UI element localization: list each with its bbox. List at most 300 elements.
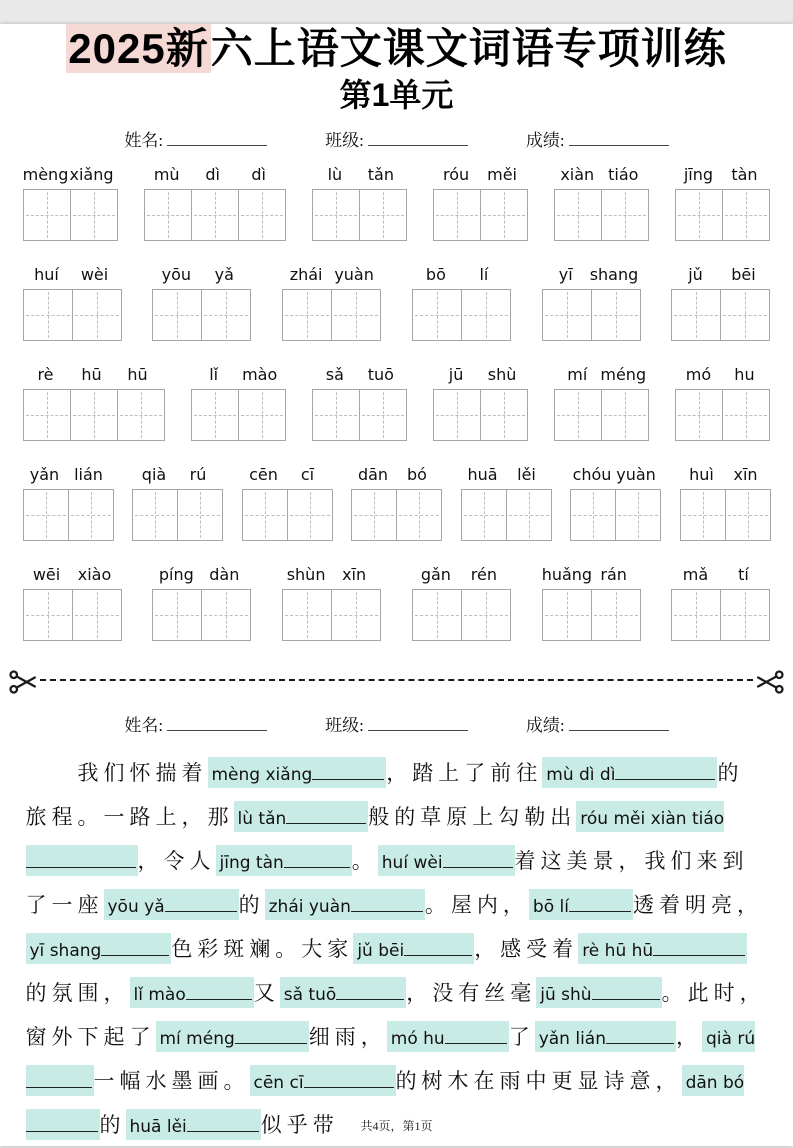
- pinyin-syllable: shù: [487, 365, 517, 384]
- pinyin-syllable: lí: [479, 265, 489, 284]
- pinyin-syllable: shang: [589, 265, 639, 284]
- blank-pinyin-label: rè hū hū: [582, 941, 654, 961]
- fill-blank-b-l[interactable]: [529, 889, 633, 920]
- writing-box[interactable]: [312, 189, 360, 241]
- pinyin-syllable: jū: [448, 365, 464, 384]
- pinyin-word-group: [144, 165, 286, 241]
- pinyin-word-group: [191, 365, 286, 441]
- writing-box[interactable]: [191, 189, 239, 241]
- writing-box[interactable]: [68, 489, 114, 541]
- blank-pinyin-label: mù dì dì: [546, 765, 616, 785]
- pinyin-syllable: lǐ: [209, 365, 219, 384]
- writing-box[interactable]: [554, 389, 602, 441]
- pinyin-syllable: qià: [141, 465, 167, 484]
- pinyin-word-group: [23, 365, 165, 441]
- pinyin-syllable: shùn: [286, 565, 326, 584]
- blank-underline[interactable]: [336, 985, 404, 1000]
- writing-box[interactable]: [601, 189, 649, 241]
- pinyin-word-group: [312, 165, 407, 241]
- blank-pinyin-label: yǎn lián: [538, 1029, 606, 1049]
- writing-box-row: [152, 289, 251, 341]
- pinyin-syllable: cēn: [249, 465, 278, 484]
- pinyin-label-row: [412, 565, 511, 584]
- pinyin-syllable: lù: [327, 165, 343, 184]
- pinyin-syllable: bó: [407, 465, 427, 484]
- pinyin-syllable: dàn: [209, 565, 240, 584]
- blank-pinyin-label: mó hu: [390, 1029, 445, 1049]
- title-rest-text: 六上语文课文词语专项训练: [210, 25, 727, 72]
- writing-box[interactable]: [72, 289, 122, 341]
- writing-box[interactable]: [23, 189, 71, 241]
- blank-underline[interactable]: [312, 765, 384, 780]
- pinyin-syllable: róu: [442, 165, 470, 184]
- writing-box[interactable]: [396, 489, 442, 541]
- pinyin-label-row: [242, 465, 333, 484]
- pinyin-syllable: mèng: [22, 165, 69, 184]
- writing-box-row: [433, 189, 528, 241]
- name-blank-line[interactable]: [167, 717, 267, 731]
- pinyin-word-group: [680, 465, 771, 541]
- pinyin-label-row: [433, 365, 528, 384]
- pinyin-syllable: rè: [37, 365, 54, 384]
- pinyin-syllable: rán: [600, 565, 627, 584]
- pinyin-syllable: yǎ: [214, 265, 234, 284]
- blank-pinyin-label: bō lí: [532, 897, 569, 917]
- writing-box-row: [461, 489, 552, 541]
- paragraph-text: 。此时，窗外下起了: [25, 981, 766, 1049]
- pinyin-word-group: [671, 265, 770, 341]
- score-field: [526, 711, 669, 736]
- pinyin-syllable: bō: [425, 265, 446, 284]
- pinyin-label-row: [144, 165, 286, 184]
- writing-box[interactable]: [177, 489, 223, 541]
- fill-blank-l-m-o[interactable]: [130, 977, 254, 1008]
- writing-box[interactable]: [542, 289, 592, 341]
- writing-box-row: [23, 289, 122, 341]
- writing-box[interactable]: [722, 189, 770, 241]
- pinyin-label-row: [282, 565, 381, 584]
- writing-box[interactable]: [591, 589, 641, 641]
- pinyin-syllable: měi: [487, 165, 517, 184]
- worksheet-page: [0, 24, 793, 1146]
- pinyin-label-row: [23, 465, 114, 484]
- pinyin-label-row: [675, 165, 770, 184]
- writing-box[interactable]: [570, 489, 616, 541]
- paragraph-text: 似乎带: [260, 1113, 339, 1137]
- pinyin-syllable: rú: [189, 465, 207, 484]
- writing-box[interactable]: [554, 189, 602, 241]
- pinyin-syllable: xiào: [77, 565, 112, 584]
- pinyin-label-row: [675, 365, 770, 384]
- dashed-cut-line: [40, 679, 753, 681]
- pinyin-label-row: [554, 365, 649, 384]
- fill-blank-j-sh[interactable]: [536, 977, 661, 1008]
- blank-underline[interactable]: [304, 1073, 394, 1088]
- blank-underline[interactable]: [592, 985, 660, 1000]
- blank-underline[interactable]: [615, 765, 715, 780]
- class-label: 班级:: [325, 716, 364, 735]
- pinyin-word-group: [542, 265, 641, 341]
- blank-underline[interactable]: [404, 941, 472, 956]
- paragraph-text: 又: [253, 981, 280, 1005]
- writing-box[interactable]: [720, 289, 770, 341]
- blank-underline[interactable]: [445, 1029, 507, 1044]
- blank-pinyin-label: róu měi xiàn tiáo: [580, 809, 725, 829]
- blank-pinyin-label: jū shù: [540, 985, 592, 1005]
- pinyin-word-group: [282, 265, 381, 341]
- pinyin-syllable: yī: [558, 265, 573, 284]
- fill-blank-y-u-y[interactable]: [104, 889, 239, 920]
- blank-pinyin-label: lù tǎn: [237, 809, 287, 829]
- pinyin-word-group: [312, 365, 407, 441]
- cut-here-line: [10, 665, 783, 699]
- pinyin-syllable: gǎn: [420, 565, 451, 584]
- blank-underline[interactable]: [653, 941, 745, 956]
- writing-box[interactable]: [23, 589, 73, 641]
- pinyin-label-row: [433, 165, 528, 184]
- paragraph-text: ，踏上了前往: [386, 761, 543, 785]
- paragraph-text: 着这美景，我们来到了一座: [25, 849, 749, 917]
- name-field: [124, 126, 267, 151]
- pinyin-word-group: [282, 565, 381, 641]
- writing-box[interactable]: [191, 389, 239, 441]
- writing-box[interactable]: [152, 289, 202, 341]
- blank-pinyin-label: mèng xiǎng: [211, 765, 313, 785]
- pinyin-label-row: [312, 165, 407, 184]
- blank-underline[interactable]: [165, 897, 237, 912]
- writing-box-row: [282, 589, 381, 641]
- writing-box[interactable]: [591, 289, 641, 341]
- pinyin-label-row: [152, 565, 251, 584]
- blank-underline[interactable]: [26, 1073, 92, 1088]
- pinyin-word-group: [132, 465, 223, 541]
- writing-box[interactable]: [725, 489, 771, 541]
- blank-pinyin-label: huí wèi: [381, 853, 443, 873]
- paragraph-text: 透着明亮，: [632, 893, 763, 917]
- scissors-icon: [755, 667, 785, 697]
- writing-box-row: [542, 589, 641, 641]
- pinyin-label-row: [671, 565, 770, 584]
- pinyin-syllable: yuàn: [616, 465, 656, 484]
- writing-box[interactable]: [601, 389, 649, 441]
- pinyin-syllable: dān: [357, 465, 389, 484]
- writing-box-row: [671, 289, 770, 341]
- pinyin-label-row: [351, 465, 442, 484]
- pinyin-syllable: lěi: [517, 465, 536, 484]
- blank-underline[interactable]: [101, 941, 169, 956]
- pinyin-syllable: tiáo: [608, 165, 639, 184]
- class-blank-line[interactable]: [368, 132, 468, 146]
- name-field: [124, 711, 267, 736]
- pinyin-label-row: [23, 365, 165, 384]
- pinyin-syllable: dì: [205, 165, 220, 184]
- writing-box[interactable]: [242, 489, 288, 541]
- pinyin-word-group: [675, 165, 770, 241]
- blank-underline[interactable]: [235, 1029, 307, 1044]
- writing-box[interactable]: [351, 489, 397, 541]
- blank-pinyin-label: jīng tàn: [219, 853, 284, 873]
- pinyin-label-row: [680, 465, 771, 484]
- writing-box-row: [675, 189, 770, 241]
- pinyin-syllable: mí: [567, 365, 588, 384]
- writing-box[interactable]: [238, 389, 286, 441]
- pinyin-word-group: [570, 465, 661, 541]
- writing-box-row: [152, 589, 251, 641]
- writing-box[interactable]: [152, 589, 202, 641]
- score-blank-line[interactable]: [569, 717, 669, 731]
- fill-blank-c-n-c[interactable]: [250, 1065, 396, 1096]
- writing-box[interactable]: [461, 489, 507, 541]
- pinyin-grid-row: [23, 465, 771, 541]
- pinyin-word-group: [542, 565, 641, 641]
- writing-box[interactable]: [506, 489, 552, 541]
- writing-box-row: [132, 489, 223, 541]
- pinyin-label-row: [412, 265, 511, 284]
- pinyin-syllable: xīn: [342, 565, 367, 584]
- pinyin-syllable: huí: [34, 265, 59, 284]
- scissors-icon: [8, 667, 38, 697]
- writing-box-row: [312, 189, 407, 241]
- writing-box[interactable]: [722, 389, 770, 441]
- writing-box[interactable]: [70, 189, 118, 241]
- pinyin-word-group: [23, 265, 122, 341]
- pinyin-word-group: [412, 565, 511, 641]
- pinyin-syllable: dì: [251, 165, 266, 184]
- pinyin-syllable: yōu: [161, 265, 191, 284]
- writing-box-row: [412, 589, 511, 641]
- fill-blank-m-hu[interactable]: [387, 1021, 509, 1052]
- name-label: 姓名:: [124, 131, 164, 150]
- writing-box[interactable]: [359, 389, 407, 441]
- writing-box-row: [680, 489, 771, 541]
- pinyin-word-group: [433, 165, 528, 241]
- writing-box[interactable]: [461, 289, 511, 341]
- writing-box[interactable]: [287, 489, 333, 541]
- fill-blank-m-d-d[interactable]: [542, 757, 717, 788]
- pinyin-label-row: [542, 565, 641, 584]
- paragraph-text: 细雨，: [308, 1025, 387, 1049]
- blank-underline[interactable]: [186, 985, 252, 1000]
- writing-box[interactable]: [23, 489, 69, 541]
- pinyin-word-group: [242, 465, 333, 541]
- pinyin-syllable: rén: [470, 565, 497, 584]
- blank-pinyin-label: huā lěi: [129, 1117, 187, 1137]
- title-highlighted-text: 2025新: [68, 25, 209, 72]
- writing-box-row: [191, 389, 286, 441]
- writing-box[interactable]: [412, 589, 462, 641]
- writing-box[interactable]: [671, 289, 721, 341]
- writing-box[interactable]: [331, 589, 381, 641]
- pinyin-syllable: wèi: [80, 265, 109, 284]
- fill-blank-zh-i-yu-n[interactable]: [265, 889, 425, 920]
- writing-box-row: [282, 289, 381, 341]
- pinyin-syllable: hu: [734, 365, 755, 384]
- pinyin-syllable: mó: [685, 365, 712, 384]
- blank-underline[interactable]: [286, 809, 366, 824]
- paragraph-text: 的: [238, 893, 265, 917]
- writing-box[interactable]: [720, 589, 770, 641]
- pinyin-word-group: [152, 265, 251, 341]
- paragraph-text: 色彩斑斓。大家: [171, 937, 354, 961]
- writing-box[interactable]: [201, 289, 251, 341]
- pinyin-syllable: wēi: [32, 565, 61, 584]
- pinyin-label-row: [554, 165, 649, 184]
- paragraph-text: 的树木在雨中更显诗意，: [395, 1069, 682, 1093]
- pinyin-syllable: yuàn: [334, 265, 374, 284]
- blank-underline[interactable]: [284, 853, 350, 868]
- blank-pinyin-label: zhái yuàn: [268, 897, 351, 917]
- writing-box[interactable]: [461, 589, 511, 641]
- fill-blank-l-t-n[interactable]: [234, 801, 369, 832]
- blank-underline[interactable]: [351, 897, 423, 912]
- writing-box[interactable]: [433, 189, 481, 241]
- writing-box-row: [554, 389, 649, 441]
- paragraph-text: 。: [351, 849, 378, 873]
- fill-blank-j-b-i[interactable]: [353, 933, 474, 964]
- pinyin-label-row: [542, 265, 641, 284]
- writing-box-row: [433, 389, 528, 441]
- writing-box-row: [23, 389, 165, 441]
- name-blank-line[interactable]: [167, 132, 267, 146]
- paragraph-text: ，: [676, 1025, 702, 1049]
- writing-box[interactable]: [282, 289, 332, 341]
- blank-pinyin-label: qià rú: [706, 1029, 756, 1049]
- pinyin-syllable: bēi: [731, 265, 756, 284]
- pinyin-syllable: tàn: [731, 165, 758, 184]
- pinyin-syllable: lián: [74, 465, 103, 484]
- writing-box[interactable]: [675, 389, 723, 441]
- writing-box[interactable]: [132, 489, 178, 541]
- writing-box-row: [542, 289, 641, 341]
- pinyin-syllable: huǎng: [541, 565, 593, 584]
- name-label: 姓名:: [124, 716, 164, 735]
- pinyin-syllable: jīng: [683, 165, 714, 184]
- pinyin-grid-row: [23, 365, 771, 441]
- pinyin-grid-row: [23, 565, 771, 641]
- writing-box[interactable]: [675, 189, 723, 241]
- writing-box[interactable]: [70, 389, 118, 441]
- pinyin-writing-grid-section: [23, 165, 771, 641]
- pinyin-word-group: [351, 465, 442, 541]
- fill-blank-j-ng-t-n[interactable]: [216, 845, 352, 876]
- fill-blank-hu-w-i[interactable]: [378, 845, 515, 876]
- fill-blank-y-shang[interactable]: [26, 933, 172, 964]
- cloze-paragraph: [26, 752, 768, 1148]
- page-number-footer: 共4页，第1页: [360, 1119, 433, 1133]
- fill-blank-m-ng-xi-ng[interactable]: [208, 757, 387, 788]
- blank-underline[interactable]: [606, 1029, 674, 1044]
- paragraph-text: ，感受着: [474, 937, 579, 961]
- fill-blank-y-n-li-n[interactable]: [535, 1021, 676, 1052]
- writing-box-row: [351, 489, 442, 541]
- pinyin-word-group: [23, 465, 114, 541]
- score-blank-line[interactable]: [569, 132, 669, 146]
- pinyin-syllable: tuō: [367, 365, 394, 384]
- pinyin-syllable: sǎ: [325, 365, 344, 384]
- pinyin-syllable: píng: [158, 565, 194, 584]
- name-class-score-row: [0, 126, 793, 151]
- name-class-score-row: [0, 711, 793, 736]
- blank-underline[interactable]: [569, 897, 631, 912]
- pinyin-label-row: [23, 565, 122, 584]
- page-title: [0, 24, 793, 74]
- pinyin-label-row: [282, 265, 381, 284]
- class-field: [325, 711, 468, 736]
- pinyin-label-row: [23, 165, 118, 184]
- blank-pinyin-label: sǎ tuō: [283, 985, 337, 1005]
- writing-box[interactable]: [412, 289, 462, 341]
- paragraph-text: 我们怀揣着: [77, 761, 208, 785]
- writing-box[interactable]: [615, 489, 661, 541]
- paragraph-text: 的氛围，: [25, 981, 130, 1005]
- class-label: 班级:: [325, 131, 364, 150]
- writing-box[interactable]: [480, 189, 528, 241]
- writing-box[interactable]: [312, 389, 360, 441]
- pinyin-word-group: [671, 565, 770, 641]
- blank-underline[interactable]: [443, 853, 513, 868]
- writing-box-row: [671, 589, 770, 641]
- writing-box[interactable]: [144, 189, 192, 241]
- fill-blank-m-m-ng[interactable]: [156, 1021, 309, 1052]
- fill-blank-r-h-h[interactable]: [578, 933, 747, 964]
- pinyin-label-row: [152, 265, 251, 284]
- writing-box[interactable]: [72, 589, 122, 641]
- pinyin-syllable: jǔ: [688, 265, 703, 284]
- writing-box-row: [570, 489, 661, 541]
- writing-box[interactable]: [201, 589, 251, 641]
- pinyin-syllable: hū: [127, 365, 148, 384]
- writing-box[interactable]: [433, 389, 481, 441]
- paragraph-text: ，没有丝毫: [406, 981, 537, 1005]
- writing-box[interactable]: [238, 189, 286, 241]
- pinyin-syllable: xiàn: [560, 165, 595, 184]
- pinyin-syllable: cī: [300, 465, 315, 484]
- pinyin-syllable: mù: [153, 165, 180, 184]
- pinyin-syllable: xīn: [733, 465, 758, 484]
- paragraph-text: 一幅水墨画。: [93, 1069, 250, 1093]
- writing-box-row: [23, 589, 122, 641]
- pinyin-word-group: [554, 365, 649, 441]
- blank-underline[interactable]: [26, 853, 136, 868]
- writing-box[interactable]: [671, 589, 721, 641]
- score-field: [526, 126, 669, 151]
- pinyin-syllable: méng: [600, 365, 647, 384]
- writing-box[interactable]: [331, 289, 381, 341]
- writing-box[interactable]: [23, 289, 73, 341]
- writing-box[interactable]: [480, 389, 528, 441]
- writing-box-row: [242, 489, 333, 541]
- writing-box-row: [23, 189, 118, 241]
- writing-box[interactable]: [117, 389, 165, 441]
- paragraph-text: 的旅程。一路上，那: [25, 761, 744, 829]
- writing-box[interactable]: [542, 589, 592, 641]
- pinyin-word-group: [152, 565, 251, 641]
- pinyin-grid-row: [23, 165, 771, 241]
- writing-box[interactable]: [680, 489, 726, 541]
- pinyin-syllable: hū: [81, 365, 102, 384]
- pinyin-syllable: huì: [689, 465, 714, 484]
- writing-box-row: [144, 189, 286, 241]
- writing-box[interactable]: [359, 189, 407, 241]
- score-label: 成绩:: [525, 716, 565, 735]
- writing-box[interactable]: [282, 589, 332, 641]
- blank-pinyin-label: lǐ mào: [133, 985, 186, 1005]
- class-field: [325, 126, 468, 151]
- writing-box[interactable]: [23, 389, 71, 441]
- class-blank-line[interactable]: [368, 717, 468, 731]
- fill-blank-s-tu[interactable]: [280, 977, 407, 1008]
- paragraph-text: 了: [508, 1025, 535, 1049]
